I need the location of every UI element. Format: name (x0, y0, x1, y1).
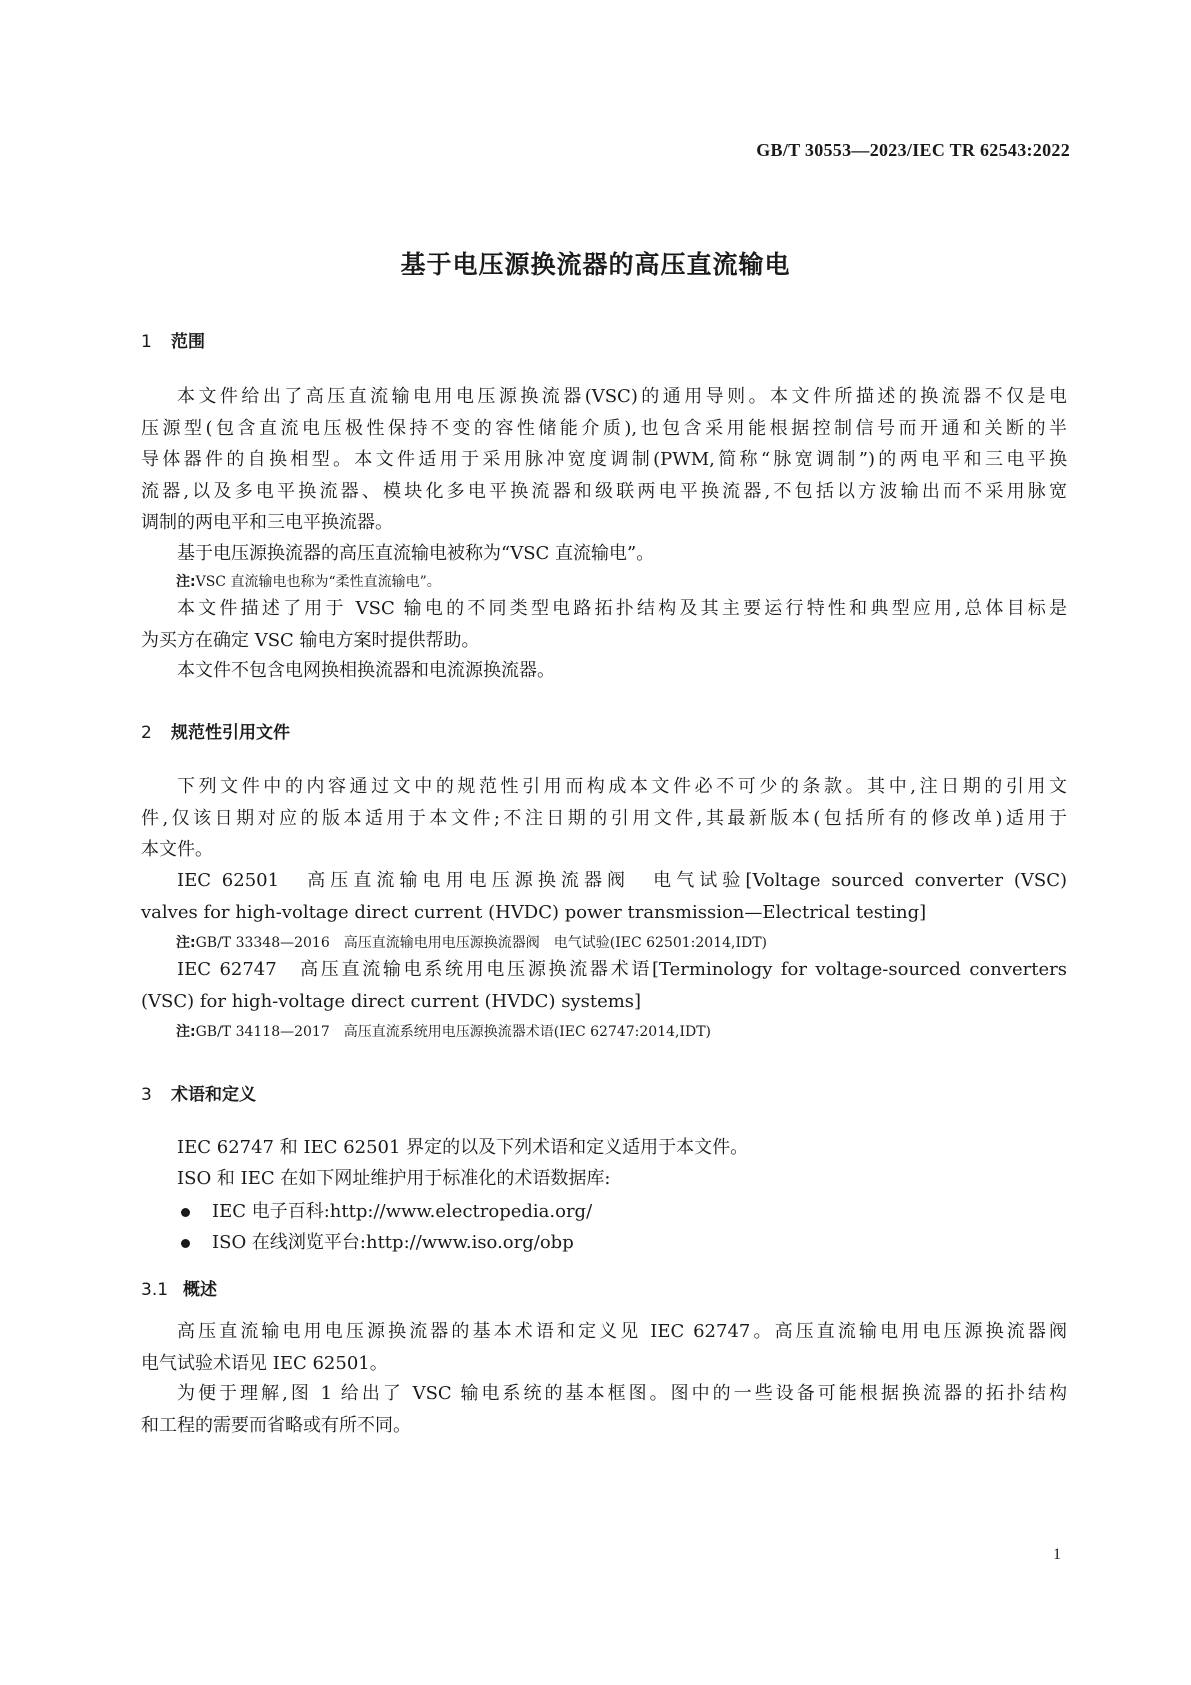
list-item (181, 1228, 574, 1254)
section-2-paragraph-1 (141, 771, 1067, 866)
section-3-1-heading (141, 1275, 217, 1300)
bullet-icon (181, 1239, 190, 1248)
section-1-note (176, 571, 441, 591)
section-3-1-paragraph-1 (141, 1316, 1067, 1379)
section-1-paragraph-1 (141, 381, 1067, 539)
text-line: IEC 62747 和 IEC 62501 界定的以及下列术语和定义适用于本文件。 (177, 1137, 749, 1158)
text-line: IEC 62747 高压直流输电系统用电压源换流器术语[Terminology for voltage-sourced converters (177, 959, 1068, 980)
note-label: 注: (176, 1024, 196, 1040)
text-line: 流器,以及多电平换流器、模块化多电平换流器和级联两电平换流器,不包括以方波输出而不采用脉宽 (141, 480, 1067, 502)
text-line: 为便于理解,图 1 给出了 VSC 输电系统的基本框图。图中的一些设备可能根据换流器的拓扑结构 (177, 1383, 1067, 1404)
text-line: 本文件给出了高压直流输电用电压源换流器(VSC)的通用导则。本文件所描述的换流器不仅是电 (177, 386, 1067, 407)
text-line: 电气试验术语见 IEC 62501。 (141, 1352, 388, 1374)
section-title: 术语和定义 (171, 1085, 256, 1105)
reference-note-1 (176, 932, 767, 952)
list-item (181, 1197, 592, 1223)
section-3-paragraph-2 (141, 1163, 1067, 1195)
section-1-paragraph-2 (141, 538, 1067, 570)
document-title: 基于电压源换流器的高压直流输电 (400, 250, 791, 279)
text-line: 高压直流输电用电压源换流器的基本术语和定义见 IEC 62747。高压直流输电用电压源换流器阀 (177, 1321, 1067, 1342)
section-number: 3 (141, 1085, 152, 1105)
list-item-text: ISO 在线浏览平台:http://www.iso.org/obp (212, 1232, 574, 1253)
section-1-paragraph-4 (141, 655, 1067, 687)
text-line: 下列文件中的内容通过文中的规范性引用而构成本文件必不可少的条款。其中,注日期的引用文 (177, 776, 1067, 797)
text-line: 件,仅该日期对应的版本适用于本文件;不注日期的引用文件,其最新版本(包括所有的修改单)适用于 (141, 807, 1067, 829)
section-number: 3.1 (141, 1280, 169, 1300)
note-label: 注: (176, 935, 196, 951)
text-line: valves for high-voltage direct current (HVDC) power transmission—Electrical testing] (141, 901, 927, 923)
section-title: 范围 (171, 332, 205, 352)
text-line: 本文件描述了用于 VSC 输电的不同类型电路拓扑结构及其主要运行特性和典型应用,总体目标是 (177, 598, 1067, 619)
text-line: ISO 和 IEC 在如下网址维护用于标准化的术语数据库: (177, 1168, 611, 1189)
text-line: 和工程的需要而省略或有所不同。 (141, 1414, 411, 1436)
section-2-heading (141, 718, 290, 743)
text-line: IEC 62501 高压直流输电用电压源换流器阀 电气试验[Voltage sourced converter (VSC) (177, 870, 1067, 891)
section-3-paragraph-1 (141, 1132, 1067, 1164)
list-item-text: IEC 电子百科:http://www.electropedia.org/ (212, 1201, 593, 1222)
text-line: 导体器件的自换相型。本文件适用于采用脉冲宽度调制(PWM,简称“脉宽调制”)的两电平和三电平换 (141, 449, 1067, 470)
standard-code: GB/T 30553—2023/IEC TR 62543:2022 (756, 140, 1070, 160)
section-1-heading (141, 327, 205, 352)
section-number: 1 (141, 332, 152, 352)
section-title: 规范性引用文件 (171, 723, 290, 743)
section-1-paragraph-3 (141, 593, 1067, 656)
note-text: GB/T 34118—2017 高压直流系统用电压源换流器术语(IEC 62747:2014,IDT) (195, 1024, 712, 1040)
reference-iec-62501 (141, 865, 1067, 928)
reference-note-2 (176, 1021, 711, 1041)
page-number: 1 (1053, 1546, 1061, 1563)
text-line: 本文件。 (141, 839, 213, 860)
reference-iec-62747 (141, 954, 1067, 1017)
note-text: GB/T 33348—2016 高压直流输电用电压源换流器阀 电气试验(IEC 62501:2014,IDT) (195, 935, 768, 951)
section-3-1-paragraph-2 (141, 1378, 1067, 1441)
bullet-icon (181, 1208, 190, 1217)
section-number: 2 (141, 723, 152, 743)
text-line: 本文件不包含电网换相换流器和电流源换流器。 (177, 660, 555, 681)
section-title: 概述 (183, 1280, 217, 1300)
section-3-heading (141, 1080, 256, 1105)
note-text: VSC 直流输电也称为“柔性直流输电”。 (195, 574, 441, 590)
text-line: 为买方在确定 VSC 输电方案时提供帮助。 (141, 629, 480, 651)
text-line: 压源型(包含直流电压极性保持不变的容性储能介质),也包含采用能根据控制信号而开通和关断的半 (141, 417, 1067, 439)
text-line: 调制的两电平和三电平换流器。 (141, 512, 393, 533)
text-line: 基于电压源换流器的高压直流输电被称为“VSC 直流输电”。 (177, 543, 655, 564)
note-label: 注: (176, 574, 196, 590)
text-line: (VSC) for high-voltage direct current (HVDC) systems] (141, 990, 642, 1012)
